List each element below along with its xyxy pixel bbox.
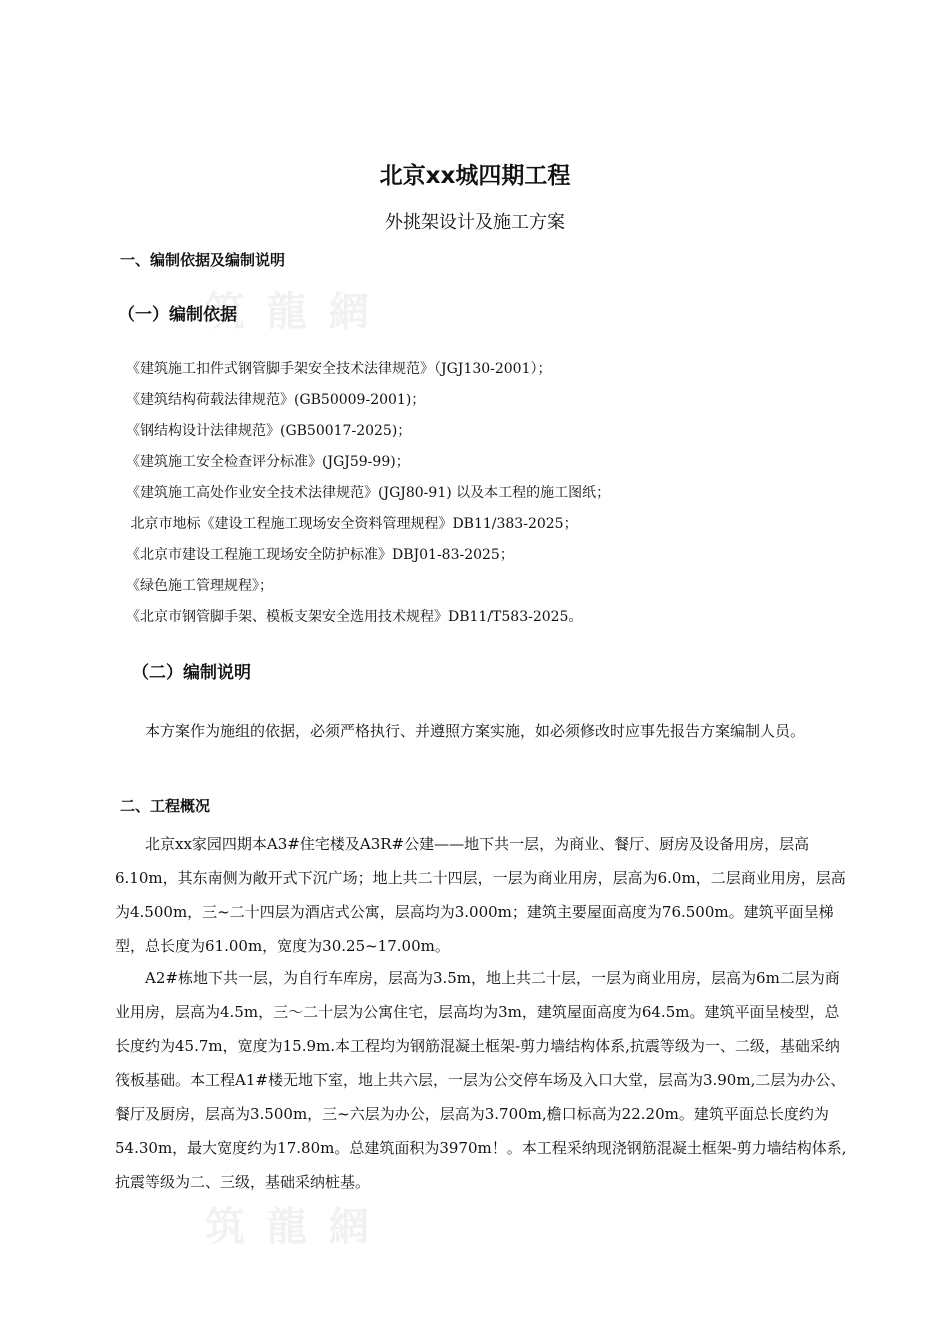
reference-item: 《北京市钢管脚手架、模板支架安全选用技术规程》DB11/T583-2025。 [126,609,583,625]
reference-item: 《建筑结构荷载法律规范》(GB50009-2001)； [126,392,426,408]
subsection-heading-notes: （二）编制说明 [132,663,251,683]
reference-item: 《建筑施工安全检查评分标准》(JGJ59-99)； [126,454,410,470]
reference-item: 《绿色施工管理规程》； [126,578,273,594]
document-subtitle: 外挑架设计及施工方案 [385,212,565,233]
reference-list [126,357,610,636]
subsection-heading-basis: （一）编制依据 [118,305,237,325]
document-title: 北京xx城四期工程 [379,163,571,189]
reference-item: 《建筑施工扣件式钢管脚手架安全技术法律规范》（JGJ130-2001）； [126,361,552,377]
section-heading-2: 二、工程概况 [120,797,211,815]
reference-item: 《钢结构设计法律规范》(GB50017-2025)； [126,423,412,439]
overview-paragraph-1: 北京xx家园四期本A3#住宅楼及A3R#公建——地下共一层，为商业、餐厅、厨房及设备用房，层高6.10m，其东南侧为敞开式下沉广场；地上共二十四层，一层为商业用房，层高为6.0m，二层商业用房，层高为4.500m，三~二十四层为酒店式公寓，层高均为3.000m；建筑主要屋面高度为76.500m。建筑平面呈梯型，总长度为61.00m，宽度为30.25~17.00m。 [115,835,846,955]
watermark: 筑 龍 網 [205,288,373,335]
watermark: 筑 龍 網 [205,1203,373,1250]
reference-item: 《建筑施工高处作业安全技术法律规范》(JGJ80-91) 以及本工程的施工图纸； [126,485,611,501]
overview-paragraph-2: A2#栋地下共一层，为自行车库房，层高为3.5m，地上共二十层，一层为商业用房，层高为6m二层为商业用房，层高为4.5m，三～二十层为公寓住宅，层高均为3m，建筑屋面高度为64.5m。建筑平面呈棱型，总长度约为45.7m，宽度为15.9m.本工程均为钢筋混凝土框架-剪力墙结构体系,抗震等级为一、二级，基础采纳筏板基础。本工程A1#楼无地下室，地上共六层，一层为公交停车场及入口大堂，层高为3.90m,二层为办公、餐厅及厨房，层高为3.500m，三~六层为办公，层高为3.700m,檐口标高为22.20m。建筑平面总长度约为54.30m，最大宽度约为17.80m。总建筑面积为3970m！。本工程采纳现浇钢筋混凝土框架-剪力墙结构体系,抗震等级为二、三级，基础采纳桩基。 [115,969,847,1191]
reference-item: 北京市地标《建设工程施工现场安全资料管理规程》DB11/383-2025； [126,516,578,532]
notes-paragraph: 本方案作为施组的依据，必须严格执行、并遵照方案实施，如必须修改时应事先报告方案编制人员。 [145,722,806,740]
section-heading-1: 一、编制依据及编制说明 [120,251,286,269]
reference-item: 《北京市建设工程施工现场安全防护标准》DBJ01-83-2025； [126,547,514,563]
